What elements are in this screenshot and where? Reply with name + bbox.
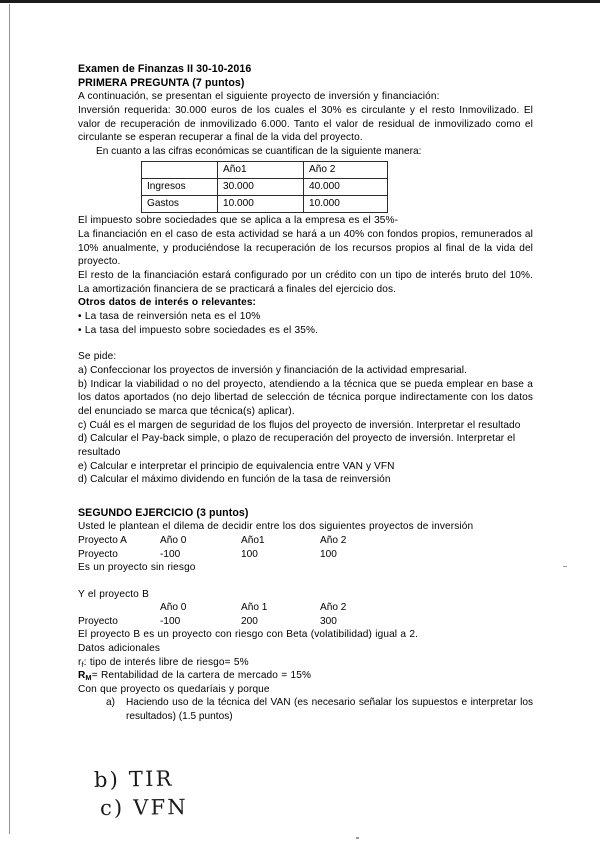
project-b-year2-value: 300 [320, 615, 337, 627]
request-heading: Se pide: [78, 351, 117, 363]
project-a-year0-value: -100 [160, 548, 181, 560]
risk-free-rate-line [78, 656, 533, 670]
project-b-value-row [78, 615, 533, 629]
economic-figures-table [141, 161, 388, 214]
project-a-name: Proyecto A [78, 534, 127, 546]
table-row [142, 178, 388, 195]
sub-item-marker: a) [106, 697, 115, 709]
handwritten-note-b: b) TIR [93, 766, 174, 792]
project-b-year0-value: -100 [160, 615, 181, 627]
risk-free-description: : tipo de interés libre de riesgo= 5% [83, 656, 249, 668]
scan-speck [356, 837, 359, 839]
risk-free-subscript: f [81, 659, 84, 669]
table-header-row [142, 161, 388, 178]
scan-top-band [0, 0, 600, 3]
sub-item-text: Haciendo uso de la técnica del VAN (es necesario señalar los supuestos e interpretar los resultados) (1.5 puntos) [126, 697, 533, 723]
section-one-paragraph-3: La financiación en el caso de esta actividad se hará a un 40% con fondos propios, remunerados al 10% anualmente, y produciéndose la recuperación de los recursos propios al final de la vida del proyecto. [78, 228, 533, 268]
project-b-year1-value: 200 [241, 615, 258, 627]
market-return-line [78, 669, 533, 683]
table-header-year2: Año 2 [304, 161, 388, 178]
project-b-name [78, 601, 160, 615]
gastos-year1: 10.000 [218, 196, 304, 213]
table-header-year1: Año1 [218, 161, 304, 178]
additional-data-heading: Datos adicionales [78, 643, 161, 655]
request-item-a: a) Confeccionar los proyectos de inversión y financiación de la actividad empresarial. [78, 364, 467, 376]
market-symbol: R [78, 670, 86, 682]
section-two-heading: SEGUNDO EJERCICIO (3 puntos) [78, 507, 249, 520]
ingresos-year2: 40.000 [304, 178, 388, 195]
project-b-row-label: Proyecto [78, 615, 118, 627]
market-description: = Rentabilidad de la cartera de mercado = 15% [91, 670, 312, 682]
project-a-row-label: Proyecto [78, 548, 118, 560]
project-a-year1-header: Año1 [241, 534, 265, 546]
gastos-year2: 10.000 [304, 196, 388, 213]
exam-title: Examen de Finanzas II 30-10-2016 [78, 63, 252, 75]
section-two-question: Con que proyecto os quedaríais y porque [78, 683, 270, 695]
project-b-year1-header: Año 1 [241, 602, 268, 614]
handwritten-note-c: c) VFN [99, 795, 189, 820]
row-label-ingresos: Ingresos [142, 178, 218, 195]
other-data-bullet-1: • La tasa de reinversión neta es el 10% [78, 311, 261, 323]
other-data-heading: Otros datos de interés o relevantes: [78, 297, 257, 309]
section-one-heading: PRIMERA PREGUNTA (7 puntos) [78, 77, 245, 90]
market-subscript: M [85, 673, 92, 683]
project-a-year1-value: 100 [241, 548, 258, 560]
section-one-intro: A continuación, se presentan el siguiente proyecto de inversión y financiación: [78, 91, 440, 103]
request-item-d: d) Calcular el Pay-back simple, o plazo de recuperación del proyecto de inversión. Interpretar el resultado [78, 433, 516, 459]
project-a-value-row [78, 548, 533, 562]
ingresos-year1: 30.000 [218, 178, 304, 195]
project-b-year2-header: Año 2 [320, 602, 347, 614]
table-corner-cell [142, 161, 218, 178]
section-one-paragraph-4: El resto de la financiación estará configurado por un crédito con un tipo de interés bruto del 10%. La amortización financiera de se practicará a finales del ejercicio dos. [78, 270, 533, 295]
project-b-header-row [78, 601, 533, 615]
row-label-gastos: Gastos [142, 196, 218, 213]
request-item-e: e) Calcular e interpretar el principio de equivalencia entre VAN y VFN [78, 460, 395, 472]
scan-left-edge-rule [9, 4, 10, 834]
request-item-b: b) Indicar la viabilidad o no del proyecto, atendiendo a la técnica que se pueda emplear en base a los datos aportados (no dejo libertad de selección de técnica porque indirectamente con los datos del enunciado se marca que técnica(s) aplicar). [78, 378, 533, 417]
section-one-paragraph-1: Inversión requerida: 30.000 euros de los cuales el 30% es circulante y el resto Inmovilizado. El valor de recuperación de inmovilizado 6.000. Tanto el valor de residual de inmovilizado como el circulante se esperan recuperar a final de la vida del proyecto. [78, 105, 533, 144]
risk-free-symbol: r [78, 656, 82, 668]
project-a-year2-header: Año 2 [320, 534, 347, 546]
figures-table-intro: En cuanto a las cifras económicas se cuantifican de la siguiente manera: [96, 146, 422, 158]
project-b-note: El proyecto B es un proyecto con riesgo con Beta (volatibilidad) igual a 2. [78, 629, 419, 641]
request-item-d2: d) Calcular el máximo dividendo en función de la tasa de reinversión [78, 474, 391, 486]
project-b-intro: Y el proyecto B [78, 588, 149, 600]
project-b-year0-header: Año 0 [160, 602, 187, 614]
figures-table-wrapper [141, 161, 533, 214]
table-row [142, 196, 388, 213]
request-item-c: c) Cuál es el margen de seguridad de los flujos del proyecto de inversión. Interpretar el resultado [78, 419, 521, 431]
project-a-year2-value: 100 [320, 548, 337, 560]
section-two-sub-item-a [106, 696, 533, 723]
section-two-intro: Usted le plantean el dilema de decidir entre los dos siguientes proyectos de inversión [78, 521, 474, 533]
project-a-note: Es un proyecto sin riesgo [78, 562, 196, 574]
other-data-bullet-2: • La tasa del impuesto sobre sociedades es el 35%. [78, 324, 319, 336]
document-body [78, 62, 533, 724]
section-one-paragraph-2: El impuesto sobre sociedades que se aplica a la empresa es el 35%- [78, 215, 399, 227]
project-a-year0-header: Año 0 [160, 534, 187, 546]
project-a-header-row [78, 534, 533, 548]
scan-speck [563, 566, 567, 567]
